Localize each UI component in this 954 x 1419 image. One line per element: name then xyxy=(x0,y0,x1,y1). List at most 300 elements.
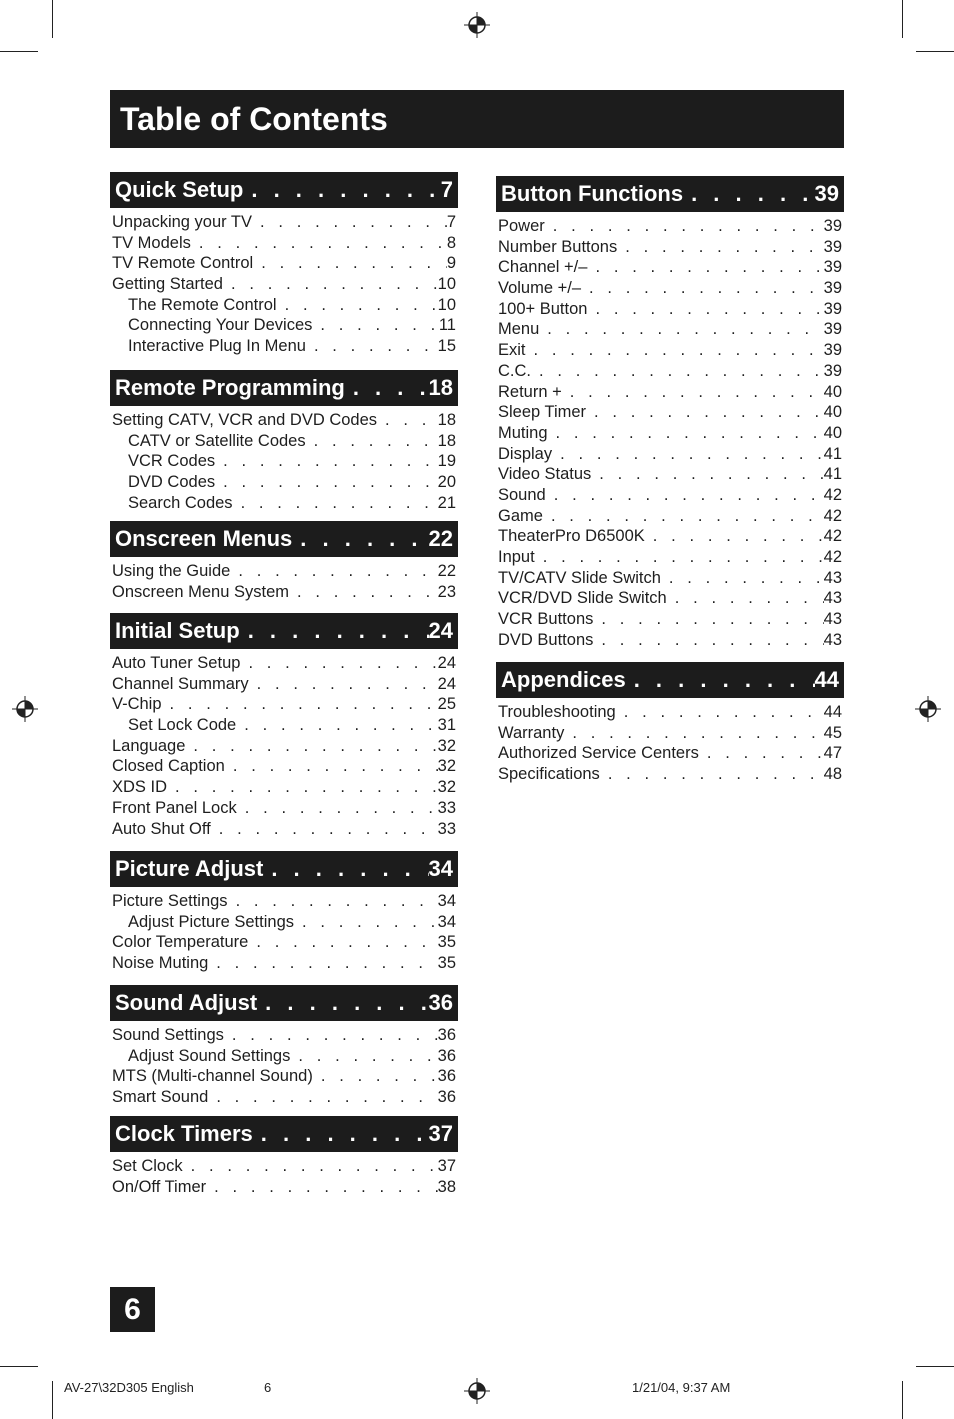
toc-entry[interactable] xyxy=(110,561,458,582)
dot-leader xyxy=(345,375,429,401)
entry-list xyxy=(496,702,844,785)
dot-leader xyxy=(277,295,438,316)
registration-mark-icon xyxy=(915,696,941,722)
entry-label: Noise Muting xyxy=(112,954,209,973)
dot-leader xyxy=(208,953,437,974)
toc-entry[interactable] xyxy=(110,932,458,953)
entry-page: 10 xyxy=(437,275,456,294)
toc-entry[interactable] xyxy=(496,588,844,609)
toc-entry[interactable] xyxy=(110,953,458,974)
dot-leader xyxy=(377,410,438,431)
entry-label: Sleep Timer xyxy=(498,403,587,422)
dot-leader xyxy=(215,472,438,493)
entry-page: 43 xyxy=(823,610,842,629)
section-heading[interactable] xyxy=(496,662,844,698)
entry-page: 21 xyxy=(437,493,456,512)
toc-entry[interactable] xyxy=(110,912,458,933)
entry-label: MTS (Multi-channel Sound) xyxy=(112,1067,313,1086)
entry-page: 38 xyxy=(437,1177,456,1196)
section-page: 36 xyxy=(428,990,453,1015)
entry-page: 32 xyxy=(437,778,456,797)
dot-leader xyxy=(545,216,824,237)
dot-leader xyxy=(294,912,438,933)
entry-page: 9 xyxy=(446,254,456,273)
entry-page: 23 xyxy=(437,582,456,601)
toc-entry[interactable] xyxy=(110,1177,458,1198)
entry-label: Number Buttons xyxy=(498,237,618,256)
toc-entry[interactable] xyxy=(110,694,458,715)
section-heading[interactable] xyxy=(496,176,844,212)
entry-label: Auto Shut Off xyxy=(112,819,211,838)
entry-page: 36 xyxy=(437,1067,456,1086)
toc-section xyxy=(110,521,458,602)
entry-list xyxy=(110,891,458,974)
toc-section xyxy=(110,985,458,1108)
toc-entry[interactable] xyxy=(496,702,844,723)
entry-label: On/Off Timer xyxy=(112,1177,207,1196)
section-heading[interactable] xyxy=(110,985,458,1021)
dot-leader xyxy=(236,715,437,736)
entry-label: Menu xyxy=(498,320,540,339)
dot-leader xyxy=(683,181,814,207)
entry-label: Troubleshooting xyxy=(498,703,616,721)
entry-page: 8 xyxy=(446,233,456,252)
entry-list xyxy=(496,216,844,650)
entry-label: Picture Settings xyxy=(112,892,228,910)
entry-page: 39 xyxy=(823,217,842,235)
dot-leader xyxy=(546,485,824,506)
entry-page: 47 xyxy=(823,744,842,763)
entry-page: 43 xyxy=(823,630,842,649)
entry-page: 40 xyxy=(823,403,842,422)
toc-section xyxy=(110,172,458,357)
entry-label: Color Temperature xyxy=(112,933,249,952)
entry-page: 22 xyxy=(437,562,456,580)
toc-entry[interactable] xyxy=(110,582,458,603)
dot-leader xyxy=(225,756,438,777)
crop-mark xyxy=(52,1381,53,1419)
entry-label: Set Lock Code xyxy=(128,716,237,735)
entry-page: 43 xyxy=(823,589,842,608)
entry-page: 10 xyxy=(437,295,456,314)
entry-label: Specifications xyxy=(498,765,600,784)
dot-leader xyxy=(252,212,447,233)
entry-page: 35 xyxy=(437,933,456,952)
entry-page: 41 xyxy=(823,444,842,463)
dot-leader xyxy=(240,653,437,674)
entry-page: 34 xyxy=(437,892,456,910)
dot-leader xyxy=(626,667,815,693)
section-page: 7 xyxy=(440,177,453,202)
entry-label: Closed Caption xyxy=(112,757,225,776)
dot-leader xyxy=(228,891,438,912)
entry-page: 15 xyxy=(437,337,456,356)
entry-page: 34 xyxy=(437,912,456,931)
dot-leader xyxy=(552,444,824,465)
toc-entry[interactable] xyxy=(110,819,458,840)
entry-page: 32 xyxy=(437,757,456,776)
section-title: Quick Setup xyxy=(115,177,244,202)
dot-leader xyxy=(208,1087,437,1108)
crop-mark xyxy=(916,51,954,52)
toc-entry[interactable] xyxy=(496,743,844,764)
entry-list xyxy=(110,410,458,513)
entry-label: Connecting Your Devices xyxy=(128,316,313,335)
toc-entry[interactable] xyxy=(496,547,844,568)
dot-leader xyxy=(248,932,437,953)
dot-leader xyxy=(699,743,824,764)
entry-label: Warranty xyxy=(498,723,565,742)
entry-page: 24 xyxy=(437,674,456,693)
dot-leader xyxy=(645,526,824,547)
toc-entry[interactable] xyxy=(110,1066,458,1087)
entry-page: 19 xyxy=(437,452,456,471)
entry-page: 42 xyxy=(823,485,842,504)
toc-entry[interactable] xyxy=(110,410,458,431)
entry-page: 20 xyxy=(437,473,456,492)
section-title: Picture Adjust xyxy=(115,856,264,881)
section-title: Clock Timers xyxy=(115,1121,253,1146)
toc-entry[interactable] xyxy=(496,444,844,465)
section-page: 18 xyxy=(428,375,453,400)
section-page: 24 xyxy=(428,618,453,643)
toc-entry[interactable] xyxy=(496,382,844,403)
dot-leader xyxy=(289,582,438,603)
dot-leader xyxy=(290,1046,437,1067)
dot-leader xyxy=(526,340,824,361)
dot-leader xyxy=(543,506,824,527)
entry-page: 42 xyxy=(823,527,842,546)
dot-leader xyxy=(215,451,438,472)
toc-entry[interactable] xyxy=(496,237,844,258)
dot-leader xyxy=(616,702,824,723)
entry-label: Getting Started xyxy=(112,275,223,294)
dot-leader xyxy=(206,1177,438,1198)
section-heading[interactable] xyxy=(110,370,458,406)
toc-entry[interactable] xyxy=(110,1087,458,1108)
section-title: Button Functions xyxy=(501,181,684,206)
entry-list xyxy=(110,212,458,357)
toc-entry[interactable] xyxy=(496,278,844,299)
entry-page: 44 xyxy=(823,703,842,721)
toc-entry[interactable] xyxy=(110,1156,458,1177)
entry-page: 33 xyxy=(437,819,456,838)
entry-label: Sound Settings xyxy=(112,1026,224,1044)
crop-mark xyxy=(0,1366,38,1367)
entry-label: Using the Guide xyxy=(112,562,231,580)
toc-entry[interactable] xyxy=(496,423,844,444)
dot-leader xyxy=(253,1121,429,1147)
dot-leader xyxy=(564,723,823,744)
entry-page: 48 xyxy=(823,765,842,784)
toc-entry[interactable] xyxy=(110,736,458,757)
entry-page: 39 xyxy=(823,361,842,380)
dot-leader xyxy=(531,361,824,382)
crop-mark xyxy=(916,1366,954,1367)
slug-file: AV-27\32D305 English xyxy=(64,1380,194,1395)
registration-mark-icon xyxy=(12,696,38,722)
entry-label: DVD Buttons xyxy=(498,630,594,649)
entry-label: Input xyxy=(498,548,535,566)
entry-list xyxy=(110,561,458,602)
dot-leader xyxy=(593,609,823,630)
toc-entry[interactable] xyxy=(496,764,844,785)
toc-entry[interactable] xyxy=(110,295,458,316)
entry-label: Setting CATV, VCR and DVD Codes xyxy=(112,411,378,429)
dot-leader xyxy=(548,423,824,444)
entry-page: 36 xyxy=(437,1088,456,1107)
dot-leader xyxy=(539,319,823,340)
entry-label: CATV or Satellite Codes xyxy=(128,431,306,450)
toc-entry[interactable] xyxy=(110,1046,458,1067)
entry-label: Sound xyxy=(498,485,546,504)
dot-leader xyxy=(587,257,823,278)
dot-leader xyxy=(191,233,447,254)
section-heading[interactable] xyxy=(110,1116,458,1152)
section-heading[interactable] xyxy=(110,521,458,557)
dot-leader xyxy=(591,464,823,485)
entry-page: 43 xyxy=(823,568,842,587)
page-title-bar xyxy=(110,90,844,148)
crop-mark xyxy=(0,51,38,52)
dot-leader xyxy=(183,1156,438,1177)
entry-page: 41 xyxy=(823,465,842,484)
entry-label: VCR/DVD Slide Switch xyxy=(498,589,667,608)
toc-entry[interactable] xyxy=(110,674,458,695)
entry-page: 39 xyxy=(823,341,842,360)
toc-entry[interactable] xyxy=(110,715,458,736)
section-heading[interactable] xyxy=(110,172,458,208)
dot-leader xyxy=(587,299,823,320)
dot-leader xyxy=(313,1066,438,1087)
toc-section xyxy=(110,1116,458,1197)
section-page: 34 xyxy=(428,856,453,881)
entry-label: Interactive Plug In Menu xyxy=(128,337,306,356)
entry-label: Unpacking your TV xyxy=(112,213,253,231)
toc-entry[interactable] xyxy=(496,485,844,506)
entry-list xyxy=(110,653,458,839)
section-title: Sound Adjust xyxy=(115,990,258,1015)
entry-page: 40 xyxy=(823,382,842,401)
entry-label: Channel +/– xyxy=(498,258,588,277)
dot-leader xyxy=(243,177,440,203)
toc-section xyxy=(110,851,458,974)
crop-mark xyxy=(52,0,53,38)
toc-entry[interactable] xyxy=(496,402,844,423)
toc-entry[interactable] xyxy=(110,233,458,254)
dot-leader xyxy=(306,431,438,452)
dot-leader xyxy=(306,336,438,357)
toc-entry[interactable] xyxy=(496,526,844,547)
dot-leader xyxy=(581,278,824,299)
toc-entry[interactable] xyxy=(496,506,844,527)
entry-page: 39 xyxy=(823,320,842,339)
entry-page: 36 xyxy=(437,1046,456,1065)
toc-entry[interactable] xyxy=(110,1025,458,1046)
toc-entry[interactable] xyxy=(496,723,844,744)
toc-entry[interactable] xyxy=(496,319,844,340)
toc-entry[interactable] xyxy=(496,257,844,278)
entry-label: Video Status xyxy=(498,465,592,484)
toc-entry[interactable] xyxy=(110,472,458,493)
section-heading[interactable] xyxy=(110,613,458,649)
toc-entry[interactable] xyxy=(496,568,844,589)
entry-page: 18 xyxy=(437,431,456,450)
section-page: 44 xyxy=(814,667,839,692)
slug-page: 6 xyxy=(264,1380,272,1395)
toc-entry[interactable] xyxy=(496,609,844,630)
entry-label: Onscreen Menu System xyxy=(112,582,289,601)
entry-page: 42 xyxy=(823,506,842,525)
section-title: Onscreen Menus xyxy=(115,526,293,551)
toc-section xyxy=(110,370,458,513)
entry-page: 39 xyxy=(823,279,842,298)
section-title: Initial Setup xyxy=(115,618,240,643)
entry-label: Language xyxy=(112,736,186,755)
crop-mark xyxy=(902,0,903,38)
entry-label: Return + xyxy=(498,382,562,401)
entry-label: DVD Codes xyxy=(128,473,216,492)
dot-leader xyxy=(230,561,437,582)
dot-leader xyxy=(237,798,438,819)
dot-leader xyxy=(253,253,447,274)
dot-leader xyxy=(224,1025,438,1046)
entry-label: Front Panel Lock xyxy=(112,798,237,817)
entry-page: 42 xyxy=(823,548,842,566)
toc-entry[interactable] xyxy=(496,464,844,485)
registration-mark-icon xyxy=(464,12,490,38)
section-page: 37 xyxy=(428,1121,453,1146)
entry-page: 32 xyxy=(437,736,456,755)
entry-label: Search Codes xyxy=(128,493,233,512)
entry-label: Set Clock xyxy=(112,1157,183,1175)
toc-entry[interactable] xyxy=(110,653,458,674)
toc-entry[interactable] xyxy=(110,798,458,819)
entry-label: Adjust Sound Settings xyxy=(128,1046,291,1065)
dot-leader xyxy=(240,618,429,644)
entry-page: 7 xyxy=(446,213,456,231)
entry-page: 33 xyxy=(437,798,456,817)
dot-leader xyxy=(233,493,438,514)
entry-page: 45 xyxy=(823,723,842,742)
toc-entry[interactable] xyxy=(496,340,844,361)
entry-page: 31 xyxy=(437,716,456,735)
entry-label: Power xyxy=(498,217,545,235)
section-page: 22 xyxy=(428,526,453,551)
entry-page: 35 xyxy=(437,954,456,973)
entry-label: The Remote Control xyxy=(128,295,277,314)
toc-section xyxy=(496,662,844,785)
entry-label: Game xyxy=(498,506,543,525)
entry-label: TV Models xyxy=(112,233,191,252)
entry-label: Smart Sound xyxy=(112,1088,209,1107)
toc-entry[interactable] xyxy=(110,891,458,912)
dot-leader xyxy=(593,630,823,651)
dot-leader xyxy=(600,764,824,785)
entry-page: 39 xyxy=(823,299,842,318)
dot-leader xyxy=(562,382,824,403)
page-title: Table of Contents xyxy=(120,101,388,137)
toc-section xyxy=(110,613,458,839)
toc-entry[interactable] xyxy=(496,630,844,651)
toc-entry[interactable] xyxy=(496,361,844,382)
toc-entry[interactable] xyxy=(110,777,458,798)
crop-mark xyxy=(902,1381,903,1419)
dot-leader xyxy=(661,568,824,589)
dot-leader xyxy=(249,674,438,695)
entry-label: Volume +/– xyxy=(498,279,582,298)
entry-label: C.C. xyxy=(498,361,531,380)
toc-entry[interactable] xyxy=(110,253,458,274)
dot-leader xyxy=(185,736,437,757)
entry-label: TheaterPro D6500K xyxy=(498,527,645,546)
entry-label: Display xyxy=(498,444,553,463)
dot-leader xyxy=(167,777,438,798)
entry-page: 25 xyxy=(437,695,456,714)
toc-entry[interactable] xyxy=(110,274,458,295)
entry-label: VCR Buttons xyxy=(498,610,594,629)
dot-leader xyxy=(312,315,438,336)
entry-label: XDS ID xyxy=(112,778,168,797)
dot-leader xyxy=(617,237,823,258)
section-title: Appendices xyxy=(501,667,626,692)
entry-label: Channel Summary xyxy=(112,674,249,693)
entry-page: 39 xyxy=(823,258,842,277)
entry-page: 37 xyxy=(437,1157,456,1175)
entry-page: 40 xyxy=(823,423,842,442)
toc-entry[interactable] xyxy=(496,299,844,320)
dot-leader xyxy=(586,402,824,423)
toc-entry[interactable] xyxy=(110,336,458,357)
slug-date: 1/21/04, 9:37 AM xyxy=(632,1380,731,1395)
entry-label: 100+ Button xyxy=(498,299,588,318)
dot-leader xyxy=(292,526,428,552)
entry-list xyxy=(110,1025,458,1108)
dot-leader xyxy=(667,588,824,609)
dot-leader xyxy=(263,856,428,882)
entry-page: 39 xyxy=(823,237,842,256)
toc-section xyxy=(496,176,844,650)
section-page: 39 xyxy=(814,181,839,206)
section-title: Remote Programming xyxy=(115,375,345,400)
toc-entry[interactable] xyxy=(110,212,458,233)
entry-label: TV Remote Control xyxy=(112,254,254,273)
toc-entry[interactable] xyxy=(496,216,844,237)
toc-entry[interactable] xyxy=(110,756,458,777)
entry-list xyxy=(110,1156,458,1197)
toc-entry[interactable] xyxy=(110,431,458,452)
entry-label: Muting xyxy=(498,423,548,442)
entry-label: Adjust Picture Settings xyxy=(128,912,294,931)
entry-page: 11 xyxy=(438,316,456,335)
toc-entry[interactable] xyxy=(110,493,458,514)
toc-entry[interactable] xyxy=(110,315,458,336)
entry-label: Auto Tuner Setup xyxy=(112,654,241,672)
entry-label: Exit xyxy=(498,341,526,360)
entry-page: 24 xyxy=(437,654,456,672)
entry-page: 36 xyxy=(437,1026,456,1044)
entry-label: TV/CATV Slide Switch xyxy=(498,568,661,587)
entry-label: VCR Codes xyxy=(128,452,216,471)
registration-mark-icon xyxy=(464,1378,490,1404)
dot-leader xyxy=(257,990,428,1016)
section-heading[interactable] xyxy=(110,851,458,887)
page-number: 6 xyxy=(110,1287,155,1332)
dot-leader xyxy=(223,274,438,295)
dot-leader xyxy=(211,819,438,840)
toc-entry[interactable] xyxy=(110,451,458,472)
dot-leader xyxy=(162,694,438,715)
